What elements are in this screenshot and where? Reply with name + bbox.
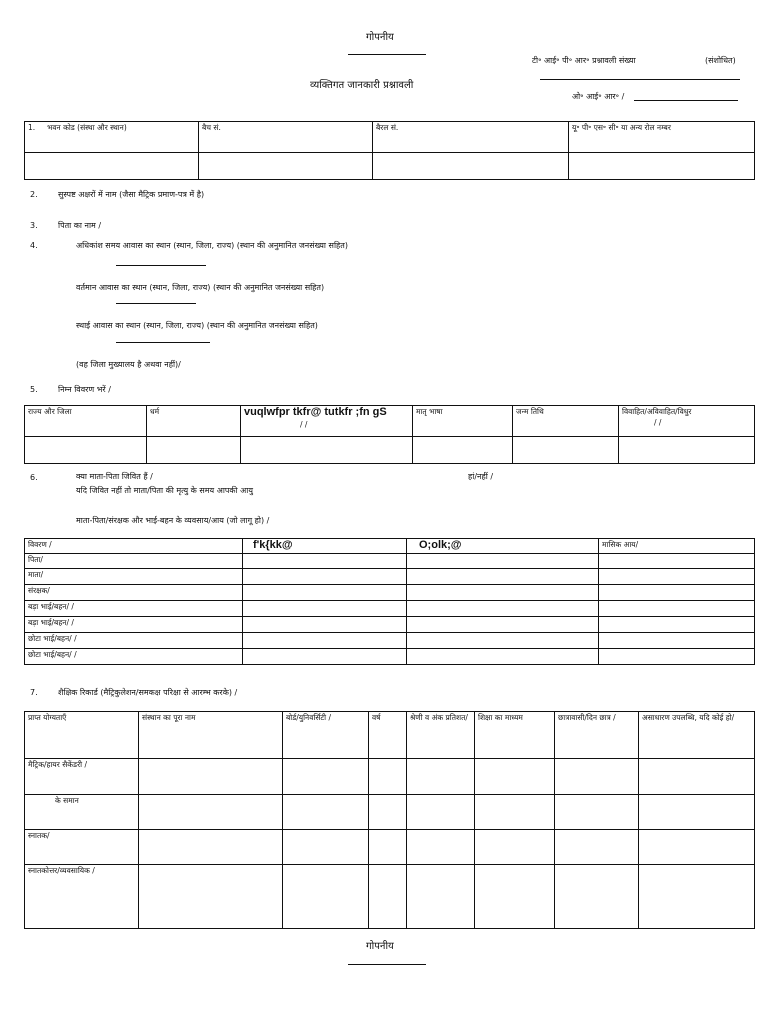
q3-text: पिता का नाम / <box>58 221 102 230</box>
q5-header-language: मातृ भाषा <box>413 406 513 437</box>
q7-cell[interactable] <box>475 759 555 795</box>
ref-number-line[interactable] <box>540 79 740 80</box>
q6-header-occupation: O;olk;@ <box>407 539 599 554</box>
section1-cell[interactable] <box>569 153 755 180</box>
q7-cell[interactable] <box>369 795 407 830</box>
q6-row-label: छोटा भाई/बहन/ / <box>25 649 243 665</box>
q7-cell[interactable] <box>139 830 283 865</box>
section1-header-barrel: बैरल सं. <box>373 122 569 153</box>
q4-underline-a <box>116 265 206 266</box>
q5-number: 5. <box>30 385 38 394</box>
q6-row-label: संरक्षक/ <box>25 585 243 601</box>
q7-cell[interactable] <box>639 759 755 795</box>
q7-cell[interactable] <box>639 795 755 830</box>
form-title: व्यक्तिगत जानकारी प्रश्नावली <box>310 80 414 91</box>
q5-header-marital-label: विवाहित/अविवाहित/विधुर <box>622 407 692 416</box>
q2-number: 2. <box>30 190 38 199</box>
q6-row-label: माता/ <box>25 569 243 585</box>
q7-cell[interactable] <box>283 830 369 865</box>
q7-cell[interactable] <box>139 759 283 795</box>
q7-header-division: श्रेणी व अंक प्रतिशत/ <box>407 712 475 759</box>
q6-row-label: पिता/ <box>25 554 243 569</box>
q7-cell[interactable] <box>407 865 475 929</box>
section1-cell[interactable] <box>199 153 373 180</box>
q7-row-label: मैट्रिक/हायर सैकेंडरी / <box>25 759 139 795</box>
q5-caste-marks: / / <box>300 420 308 429</box>
q7-header-qualification: प्राप्त योग्यताएँ <box>25 712 139 759</box>
q4-underline-c <box>116 342 210 343</box>
q7-cell[interactable] <box>475 865 555 929</box>
q7-cell[interactable] <box>555 830 639 865</box>
q6-age-at-death: यदि जिवित नहीं तो माता/पिता की मृत्यु के समय आपकी आयु <box>76 486 253 495</box>
q6-number: 6. <box>30 473 38 482</box>
section1-cell[interactable] <box>373 153 569 180</box>
q7-cell[interactable] <box>283 759 369 795</box>
q6-cell[interactable] <box>599 649 755 665</box>
q7-cell[interactable] <box>407 795 475 830</box>
q6-table <box>24 538 755 665</box>
q5-cell[interactable] <box>513 437 619 464</box>
q4-most-residence: अधिकांश समय आवास का स्थान (स्थान, जिला, राज्य) (स्थान की अनुमानित जनसंख्या सहित) <box>76 241 348 250</box>
q7-header-year: वर्ष <box>369 712 407 759</box>
q6-cell[interactable] <box>243 554 407 569</box>
q6-cell[interactable] <box>599 569 755 585</box>
q5-header-state: राज्य और जिला <box>25 406 147 437</box>
q6-cell[interactable] <box>243 569 407 585</box>
q6-cell[interactable] <box>407 617 599 633</box>
q6-cell[interactable] <box>599 585 755 601</box>
q5-cell[interactable] <box>241 437 413 464</box>
q7-header-achievement: असाधारण उपलब्धि, यदि कोई हो/ <box>639 712 755 759</box>
q7-cell[interactable] <box>369 830 407 865</box>
q6-cell[interactable] <box>407 649 599 665</box>
q7-header-hostel: छात्रावासी/दिन छात्र / <box>555 712 639 759</box>
oir-label: ओ॰ आई॰ आर॰ / <box>572 92 625 101</box>
q6-row-label: बड़ा भाई/बहन/ / <box>25 617 243 633</box>
q5-header-marital <box>619 406 755 437</box>
q5-text: निम्न विवरण भरें / <box>58 385 111 394</box>
q5-header-caste-label: vuqlwfpr tkfr@ tutkfr ;fn gS <box>244 406 387 418</box>
section1-header-batch: बैच सं. <box>199 122 373 153</box>
q5-cell[interactable] <box>619 437 755 464</box>
q7-cell[interactable] <box>555 865 639 929</box>
q7-header-medium: शिक्षा का माध्यम <box>475 712 555 759</box>
q7-cell[interactable] <box>475 795 555 830</box>
footer-confidential-title: गोपनीय <box>366 941 394 952</box>
q6-header-income: मासिक आय/ <box>599 539 755 554</box>
q7-cell[interactable] <box>139 865 283 929</box>
q5-header-religion: धर्म <box>147 406 241 437</box>
q4-underline-b <box>116 303 196 304</box>
q5-cell[interactable] <box>147 437 241 464</box>
q6-header-education: f'k{kk@ <box>243 539 407 554</box>
q7-cell[interactable] <box>369 759 407 795</box>
q6-yes-no: हां/नहीं / <box>468 472 494 481</box>
section1-header-roll: यू॰ पी॰ एस॰ सी॰ या अन्य रोल नम्बर <box>569 122 755 153</box>
ref-label: टी॰ आई॰ पी॰ आर॰ प्रश्नावली संख्या <box>532 56 636 65</box>
oir-number-line[interactable] <box>634 100 738 101</box>
section1-table <box>24 121 755 180</box>
top-confidential-title: गोपनीय <box>366 32 394 43</box>
q2-text: सुस्पष्ट अक्षरों में नाम (जैसा मैट्रिक प्रमाण-पत्र में है) <box>58 190 205 199</box>
q3-number: 3. <box>30 221 38 230</box>
q6-cell[interactable] <box>243 633 407 649</box>
q6-cell[interactable] <box>407 601 599 617</box>
q5-header-dob: जन्म तिथि <box>513 406 619 437</box>
q6-cell[interactable] <box>243 601 407 617</box>
revised-label: (संशोधित) <box>705 56 736 65</box>
q7-cell[interactable] <box>407 759 475 795</box>
q7-cell[interactable] <box>369 865 407 929</box>
q7-row-label: स्नातक/ <box>25 830 139 865</box>
title-underline <box>348 54 426 55</box>
q7-cell[interactable] <box>407 830 475 865</box>
q7-row-label: के समान <box>25 795 139 830</box>
footer-underline <box>348 964 426 965</box>
q6-cell[interactable] <box>407 633 599 649</box>
q7-cell[interactable] <box>555 759 639 795</box>
q6-cell[interactable] <box>407 585 599 601</box>
q4-number: 4. <box>30 241 38 250</box>
section1-header-building: 1. भवन कोड (संस्था और स्थान) <box>25 122 199 153</box>
q6-cell[interactable] <box>243 617 407 633</box>
q5-table <box>24 405 755 464</box>
q7-number: 7. <box>30 688 38 697</box>
q6-parents-alive: क्या माता-पिता जिवित हैं / <box>76 472 153 481</box>
q5-cell[interactable] <box>25 437 147 464</box>
q7-cell[interactable] <box>283 795 369 830</box>
q4-district-hq: (वह जिला मुख्यालय है अथवा नहीं)/ <box>76 360 181 369</box>
q6-cell[interactable] <box>407 569 599 585</box>
q6-cell[interactable] <box>599 601 755 617</box>
q7-text: शैक्षिक रिकार्ड (मैट्रिकुलेशन/समकक्ष परिक्षा से आरम्भ करके) / <box>58 688 238 697</box>
q5-cell[interactable] <box>413 437 513 464</box>
q7-header-board: बोर्ड/युनिवर्सिटी / <box>283 712 369 759</box>
q6-row-label: छोटा भाई/बहन/ / <box>25 633 243 649</box>
q7-cell[interactable] <box>639 830 755 865</box>
q6-cell[interactable] <box>407 554 599 569</box>
section1-cell[interactable] <box>25 153 199 180</box>
q6-cell[interactable] <box>599 633 755 649</box>
q7-table <box>24 711 755 929</box>
q4-current-residence: वर्तमान आवास का स्थान (स्थान, जिला, राज्य) (स्थान की अनुमानित जनसंख्या सहित) <box>76 283 325 292</box>
q4-permanent-residence: स्थाई आवास का स्थान (स्थान, जिला, राज्य) (स्थान की अनुमानित जनसंख्या सहित) <box>76 321 318 330</box>
q7-cell[interactable] <box>139 795 283 830</box>
q6-cell[interactable] <box>243 585 407 601</box>
q6-cell[interactable] <box>599 617 755 633</box>
q6-cell[interactable] <box>243 649 407 665</box>
q7-cell[interactable] <box>639 865 755 929</box>
q6-occupation-text: माता-पिता/संरक्षक और भाई-बहन के व्यवसाय/आय (जो लागू हो) / <box>76 516 270 525</box>
q5-marital-marks: / / <box>654 418 662 427</box>
q7-cell[interactable] <box>283 865 369 929</box>
q6-cell[interactable] <box>599 554 755 569</box>
q7-header-institution: संस्थान का पूरा नाम <box>139 712 283 759</box>
q7-cell[interactable] <box>475 830 555 865</box>
q7-row-label: स्नातकोत्तर/व्यवसायिक / <box>25 865 139 929</box>
q6-header-details: विवरण / <box>25 539 243 554</box>
q5-header-caste <box>241 406 413 437</box>
q7-cell[interactable] <box>555 795 639 830</box>
q6-row-label: बड़ा भाई/बहन/ / <box>25 601 243 617</box>
